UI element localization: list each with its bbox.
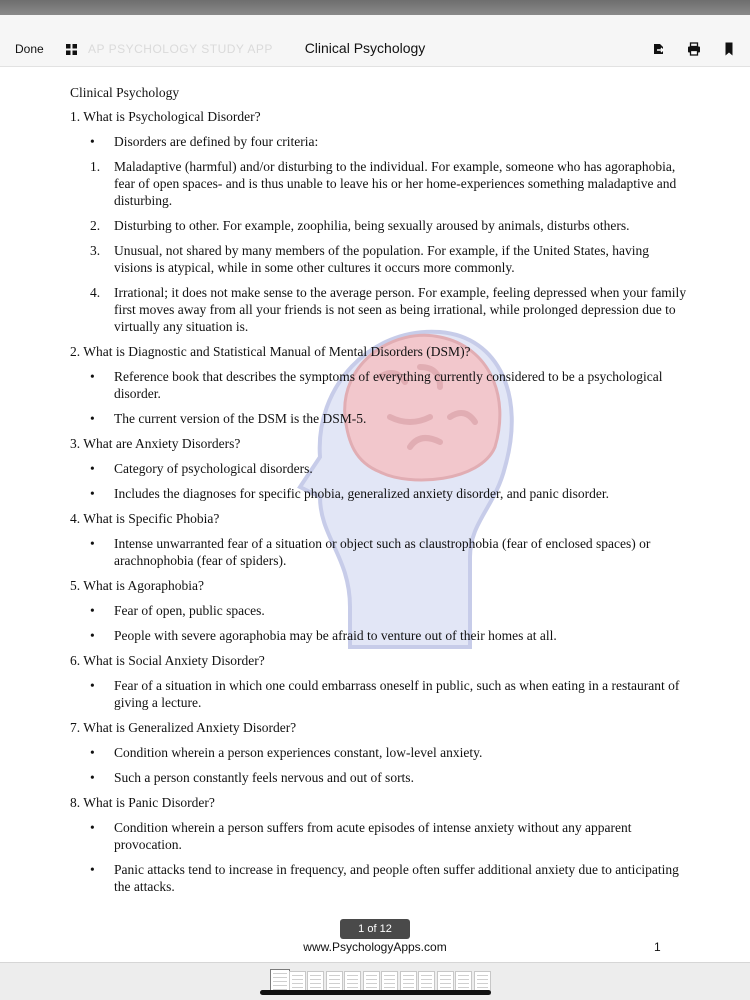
document-body — [70, 84, 690, 903]
question-heading: 2. What is Diagnostic and Statistical Manual of Mental Disorders (DSM)? — [70, 344, 471, 359]
bookmark-icon[interactable] — [722, 42, 736, 56]
list-item — [70, 819, 690, 853]
app-watermark: AP PSYCHOLOGY STUDY APP — [88, 42, 273, 56]
list-item — [70, 861, 690, 895]
list-item-text: Condition wherein a person experiences constant, low-level anxiety. — [114, 745, 483, 760]
print-icon[interactable] — [687, 42, 701, 56]
list-item — [70, 133, 690, 150]
list-item-text: Such a person constantly feels nervous and out of sorts. — [114, 770, 414, 785]
bullet-marker: • — [90, 536, 95, 551]
list-item — [70, 677, 690, 711]
list-item-text: People with severe agoraphobia may be afraid to venture out of their homes at all. — [114, 628, 557, 643]
page-indicator: 1 of 12 — [340, 919, 410, 939]
document-title: Clinical Psychology — [70, 85, 180, 100]
list-item — [70, 242, 690, 276]
list-item-text: Category of psychological disorders. — [114, 461, 313, 476]
list-item-text: Includes the diagnoses for specific phobia, generalized anxiety disorder, and panic disorder. — [114, 486, 610, 501]
question-heading: 4. What is Specific Phobia? — [70, 511, 220, 526]
bullet-marker: • — [90, 770, 95, 785]
footer-page-number: 1 — [654, 940, 661, 954]
list-item-text: Condition wherein a person suffers from acute episodes of intense anxiety without any apparent provocation. — [114, 820, 632, 852]
bullet-marker: • — [90, 745, 95, 760]
list-item — [70, 217, 690, 234]
list-item-text: Unusual, not shared by many members of the population. For example, if the United States, having visions is atypical, while in some other cultures it occurs more commonly. — [114, 243, 650, 275]
home-indicator — [260, 990, 491, 995]
question-heading: 6. What is Social Anxiety Disorder? — [70, 653, 265, 668]
list-item — [70, 769, 690, 786]
list-item-text: Reference book that describes the symptoms of everything currently considered to be a psychological disorder. — [114, 369, 663, 401]
list-item — [70, 485, 690, 502]
footer-url: www.PsychologyApps.com — [303, 940, 447, 954]
bullet-marker: • — [90, 486, 95, 501]
list-item-text: Disturbing to other. For example, zoophilia, being sexually aroused by animals, disturbs others. — [114, 218, 630, 233]
list-item-text: Intense unwarranted fear of a situation or object such as claustrophobia (fear of enclosed spaces) or arachnophobia (fear of spiders). — [114, 536, 651, 568]
list-item — [70, 158, 690, 209]
question-heading: 8. What is Panic Disorder? — [70, 795, 215, 810]
bullet-marker: • — [90, 461, 95, 476]
list-item-text: Disorders are defined by four criteria: — [114, 134, 319, 149]
pdf-page — [0, 67, 750, 960]
list-item — [70, 410, 690, 427]
bullet-marker: • — [90, 603, 95, 618]
list-item-text: Fear of open, public spaces. — [114, 603, 265, 618]
question-heading: 3. What are Anxiety Disorders? — [70, 436, 241, 451]
bullet-marker: • — [90, 820, 95, 835]
number-marker: 4. — [90, 285, 101, 300]
list-item-text: Fear of a situation in which one could embarrass oneself in public, such as when eating in a restaurant of giving a lecture. — [114, 678, 680, 710]
status-strip — [0, 0, 750, 15]
question-heading: 5. What is Agoraphobia? — [70, 578, 204, 593]
question-heading: 7. What is Generalized Anxiety Disorder? — [70, 720, 297, 735]
list-item — [70, 744, 690, 761]
list-item — [70, 602, 690, 619]
bullet-marker: • — [90, 369, 95, 384]
bullet-marker: • — [90, 862, 95, 877]
question-heading: 1. What is Psychological Disorder? — [70, 109, 261, 124]
list-item — [70, 535, 690, 569]
list-item-text: Irrational; it does not make sense to the average person. For example, feeling depressed when your family first moves away from all your friends is not seen as being irrational, while prolonged depression due to virtually any situation is. — [114, 285, 687, 334]
list-item-text: The current version of the DSM is the DSM-5. — [114, 411, 367, 426]
list-item-text: Maladaptive (harmful) and/or disturbing to the individual. For example, someone who has agoraphobia, fear of open spaces- and is thus unable to leave his or her home-experiences something maladaptive and disturbing. — [114, 159, 677, 208]
number-marker: 3. — [90, 243, 101, 258]
done-button[interactable]: Done — [15, 42, 44, 56]
bullet-marker: • — [90, 628, 95, 643]
list-item-text: Panic attacks tend to increase in frequency, and people often suffer additional anxiety due to anticipating the attacks. — [114, 862, 679, 894]
toolbar-title: Clinical Psychology — [304, 40, 426, 56]
list-item — [70, 627, 690, 644]
list-item — [70, 460, 690, 477]
number-marker: 1. — [90, 159, 101, 174]
list-item — [70, 368, 690, 402]
bullet-marker: • — [90, 411, 95, 426]
share-icon[interactable] — [652, 42, 666, 56]
number-marker: 2. — [90, 218, 101, 233]
bullet-marker: • — [90, 678, 95, 693]
list-item — [70, 284, 690, 335]
bullet-marker: • — [90, 134, 95, 149]
